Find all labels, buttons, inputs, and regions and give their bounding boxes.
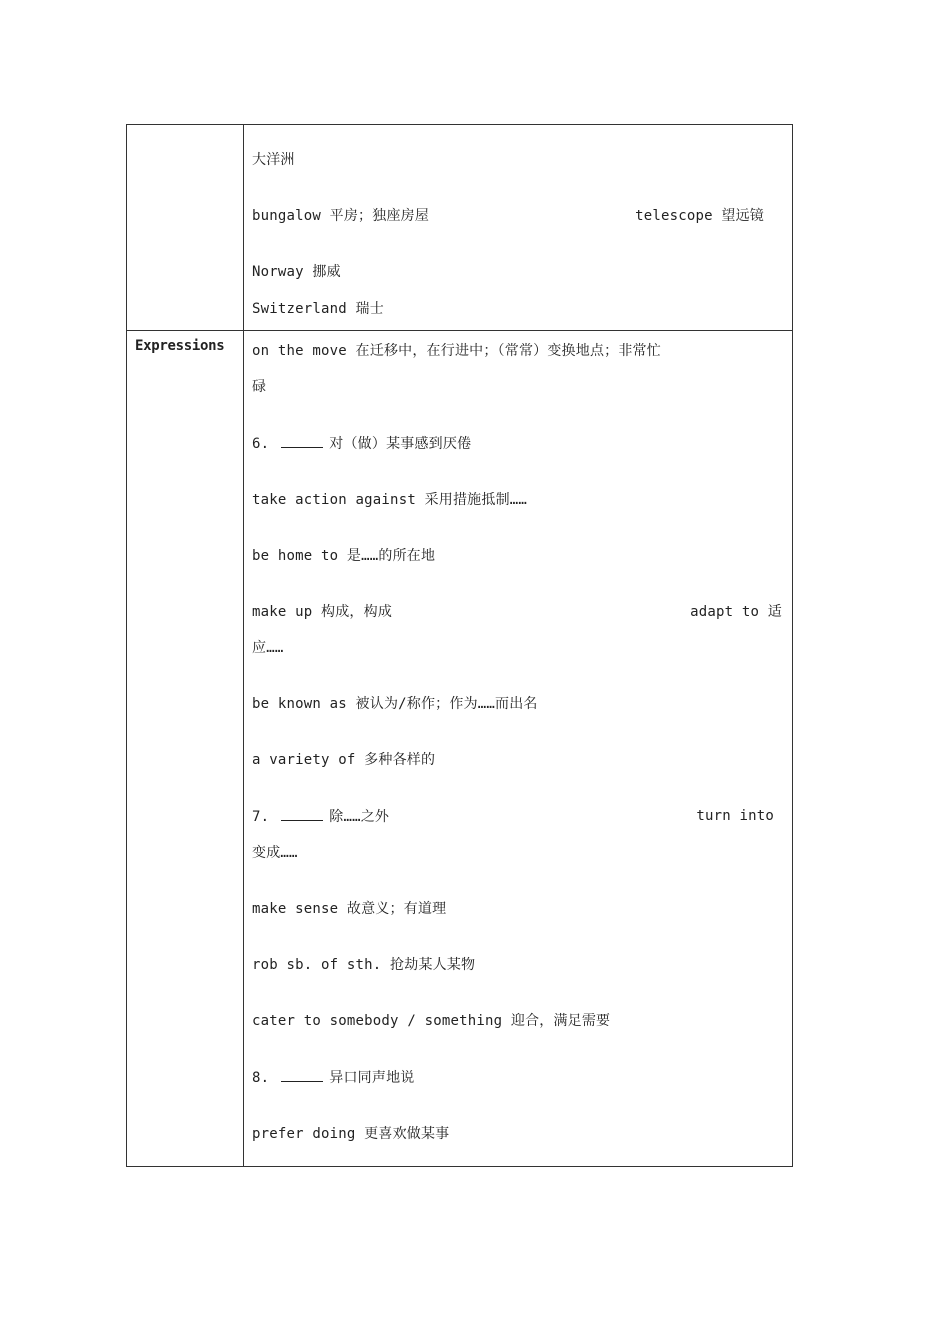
list-item [252,1068,782,1087]
word-norway: Norway 挪威 [252,264,341,280]
list-item [252,844,782,862]
list-item [252,900,782,918]
list-item [252,434,782,453]
blank-8-number: 8. [252,1070,270,1086]
expr-be-known-as: be known as 被认为/称作；作为……而出名 [252,696,538,712]
list-item [252,603,782,621]
blank-item-6 [252,434,471,453]
blank-7-line [281,807,323,821]
list-item [252,151,782,169]
blank-6-line [281,434,323,448]
expr-make-up: make up 构成，构成 [252,604,393,620]
expr-rob-sb: rob sb. of sth. 抢劫某人某物 [252,957,476,973]
list-item [252,547,782,565]
blank-6-meaning: 对（做）某事感到厌倦 [329,436,472,452]
blank-7-meaning: 除……之外 [329,809,390,825]
word-switzerland: Switzerland 瑞士 [252,301,384,317]
expr-on-the-move-cont: 碌 [252,379,267,395]
list-item [252,1125,782,1143]
list-item [252,378,782,396]
blank-item-7 [252,807,389,826]
row-label-expressions: Expressions [127,331,244,1167]
expr-make-sense: make sense 故意义；有道理 [252,901,447,917]
list-item [252,639,782,657]
expr-on-the-move: on the move 在迁移中，在行进中；（常常）变换地点；非常忙 [252,343,661,359]
blank-6-number: 6. [252,436,270,452]
expr-turn-into-cont: 变成…… [252,845,298,861]
expr-a-variety-of: a variety of 多种各样的 [252,752,436,768]
blank-item-8 [252,1068,414,1087]
vocabulary-table [126,124,793,1167]
list-item [252,695,782,713]
expr-prefer-doing: prefer doing 更喜欢做某事 [252,1126,450,1142]
row-label-empty [127,125,244,331]
list-item [252,956,782,974]
word-oceania: 大洋洲 [252,152,295,168]
list-item [252,807,782,826]
list-item [252,342,782,360]
table-row [127,331,793,1167]
expressions-cell [244,331,793,1167]
blank-8-meaning: 异口同声地说 [329,1070,415,1086]
table-row [127,125,793,331]
expr-adapt-to-cont: 应…… [252,640,284,656]
blank-7-number: 7. [252,809,270,825]
expr-cater-to: cater to somebody / something 迎合，满足需要 [252,1013,611,1029]
expr-turn-into: turn into [696,808,774,824]
blank-8-line [281,1068,323,1082]
expr-adapt-to: adapt to 适 [690,604,782,620]
words-cell [244,125,793,331]
word-telescope-meaning: 望远镜 [721,208,764,224]
list-item [252,207,782,225]
word-bungalow: bungalow 平房；独座房屋 [252,208,430,224]
list-item [252,751,782,769]
list-item [252,491,782,509]
list-item [252,300,782,318]
list-item [252,1012,782,1030]
word-telescope: telescope [635,208,713,224]
list-item [252,263,782,281]
expr-take-action: take action against 采用措施抵制…… [252,492,528,508]
expr-be-home-to: be home to 是……的所在地 [252,548,436,564]
word-telescope-pair [635,207,764,225]
